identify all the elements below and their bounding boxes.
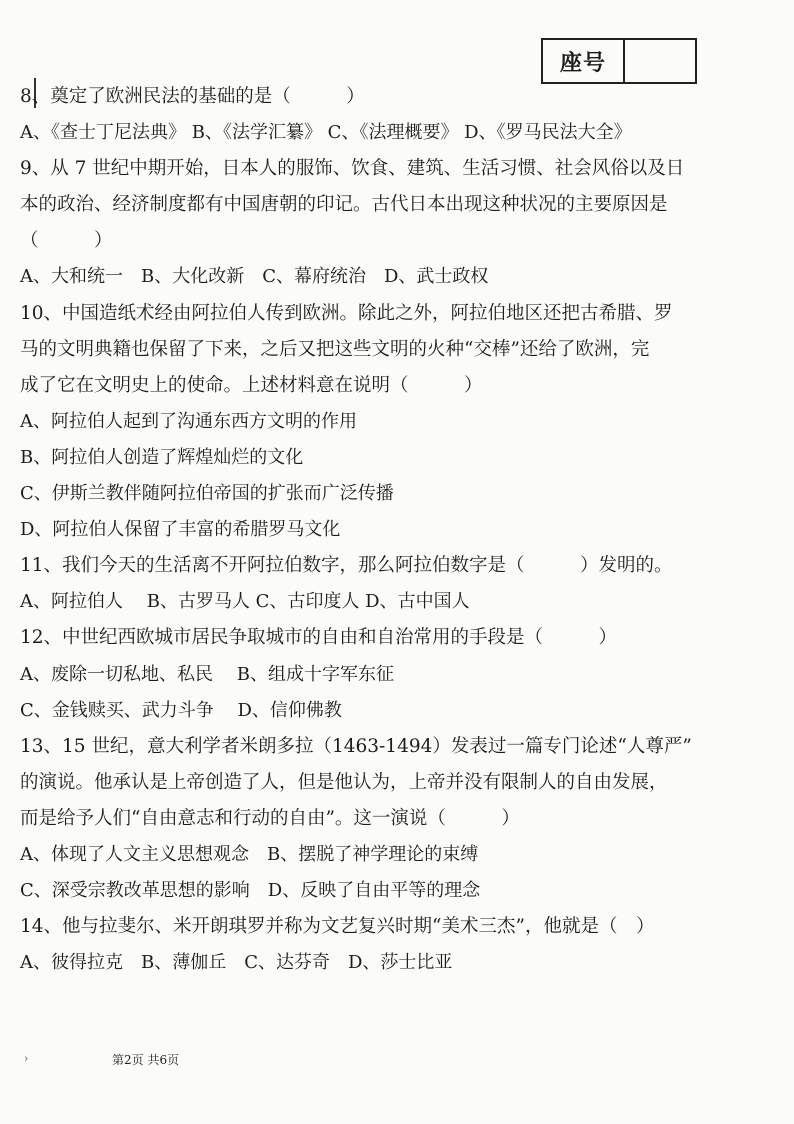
question-10-option-a: A、阿拉伯人起到了沟通东西方文明的作用 [20, 410, 357, 432]
question-12-options-cd: C、金钱赎买、武力斗争 D、信仰佛教 [20, 699, 342, 721]
question-10-option-c: C、伊斯兰教伴随阿拉伯帝国的扩张而广泛传播 [20, 483, 394, 505]
question-10-line-3: 成了它在文明史上的使命。上述材料意在说明（ ） [20, 374, 483, 396]
question-10-option-d: D、阿拉伯人保留了丰富的希腊罗马文化 [20, 519, 341, 541]
question-list [20, 84, 760, 986]
page-number: 第2页 共6页 [112, 1053, 180, 1067]
question-9-options: A、大和统一 B、大化改新 C、幕府统治 D、武士政权 [20, 266, 489, 288]
question-8-options: A、《查士丁尼法典》 B、《法学汇纂》 C、《法理概要》 D、《罗马民法大全》 [20, 122, 632, 144]
question-12-options-ab: A、废除一切私地、私民 B、组成十字军东征 [20, 663, 394, 685]
question-12: 12、中世纪西欧城市居民争取城市的自由和自治常用的手段是（ ） [20, 627, 618, 649]
question-8: 8、奠定了欧洲民法的基础的是（ ） [20, 86, 365, 107]
question-11-options: A、阿拉伯人 B、古罗马人 C、古印度人 D、古中国人 [20, 591, 470, 613]
question-10-line-2: 马的文明典籍也保留了下来，之后又把这些文明的火种“交棒”还给了欧洲，完 [20, 338, 650, 360]
question-13-line-1: 13、15 世纪，意大利学者米朗多拉（1463-1494）发表过一篇专门论述“人尊严” [20, 735, 692, 757]
question-14: 14、他与拉斐尔、米开朗琪罗并称为文艺复兴时期“美术三杰”，他就是（ ） [20, 916, 655, 938]
scan-artifact-mark: › [24, 1052, 29, 1065]
question-13-options-cd: C、深受宗教改革思想的影响 D、反映了自由平等的理念 [20, 880, 481, 902]
seat-number-field [625, 40, 695, 82]
question-9-line-1: 9、从 7 世纪中期开始，日本人的服饰、饮食、建筑、生活习惯、社会风俗以及日 [20, 158, 685, 180]
question-14-options: A、彼得拉克 B、薄伽丘 C、达芬奇 D、莎士比亚 [20, 952, 453, 974]
question-9-line-3: （ ） [20, 230, 113, 252]
question-13-line-2: 的演说。他承认是上帝创造了人，但是他认为，上帝并没有限制人的自由发展， [20, 771, 668, 793]
question-13-options-ab: A、体现了人文主义思想观念 B、摆脱了神学理论的束缚 [20, 843, 479, 865]
question-10-option-b: B、阿拉伯人创造了辉煌灿烂的文化 [20, 446, 304, 468]
seat-number-box [541, 38, 697, 84]
question-13-line-3: 而是给予人们“自由意志和行动的自由”。这一演说（ ） [20, 807, 520, 829]
question-11: 11、我们今天的生活离不开阿拉伯数字，那么阿拉伯数字是（ ）发明的。 [20, 555, 673, 577]
question-10-line-1: 10、中国造纸术经由阿拉伯人传到欧洲。除此之外，阿拉伯地区还把古希腊、罗 [20, 302, 673, 324]
question-9-line-2: 本的政治、经济制度都有中国唐朝的印记。古代日本出现这种状况的主要原因是 [20, 194, 668, 216]
seat-number-label: 座号 [543, 40, 625, 82]
